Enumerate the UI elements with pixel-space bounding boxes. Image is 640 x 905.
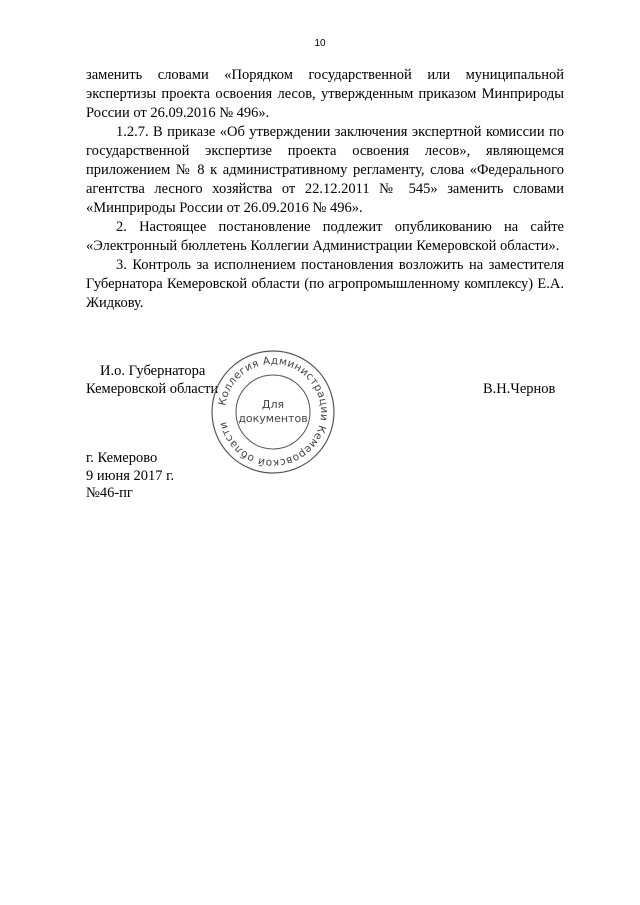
date: 9 июня 2017 г.: [86, 467, 175, 484]
stamp-ring-text: Коллегия Администрации Кемеровской области: [216, 354, 331, 470]
paragraph-continuation: заменить словами «Порядком государственной или муниципальной экспертизы проекта освоения лесов, утвержденным приказом Минприроды России от 26.09.2016 № 496».: [86, 67, 564, 121]
document-body: [86, 66, 564, 313]
signatory-name: В.Н.Чернов: [483, 381, 556, 397]
paragraph-3: 3. Контроль за исполнением постановления возложить на заместителя Губернатора Кемеровской области (по агропромышленному комплексу) Е.А. Жидкову.: [86, 257, 564, 311]
page-number: 10: [314, 38, 326, 49]
document-number: №46-пг: [86, 485, 133, 501]
signatory-title: И.о. Губернатора: [100, 363, 206, 379]
document-footer: [86, 450, 174, 503]
paragraph-2: 2. Настоящее постановление подлежит опубликованию на сайте «Электронный бюллетень Коллегии Администрации Кемеровской области».: [86, 219, 564, 254]
official-stamp: [208, 347, 338, 477]
stamp-line-2: документов: [238, 412, 308, 425]
paragraph-1-2-7: 1.2.7. В приказе «Об утверждении заключения экспертной комиссии по государственной экспертизе проекта освоения лесов», являющемся приложением № 8 к административному регламенту, слова «Федерального агентства лесного хозяйства от 22.12.2011 № 545» заменить словами «Минприроды России от 26.09.2016 № 496».: [86, 124, 564, 216]
signatory-region: Кемеровской области: [86, 381, 219, 397]
city: г. Кемерово: [86, 450, 158, 466]
stamp-line-1: Для: [261, 398, 285, 411]
